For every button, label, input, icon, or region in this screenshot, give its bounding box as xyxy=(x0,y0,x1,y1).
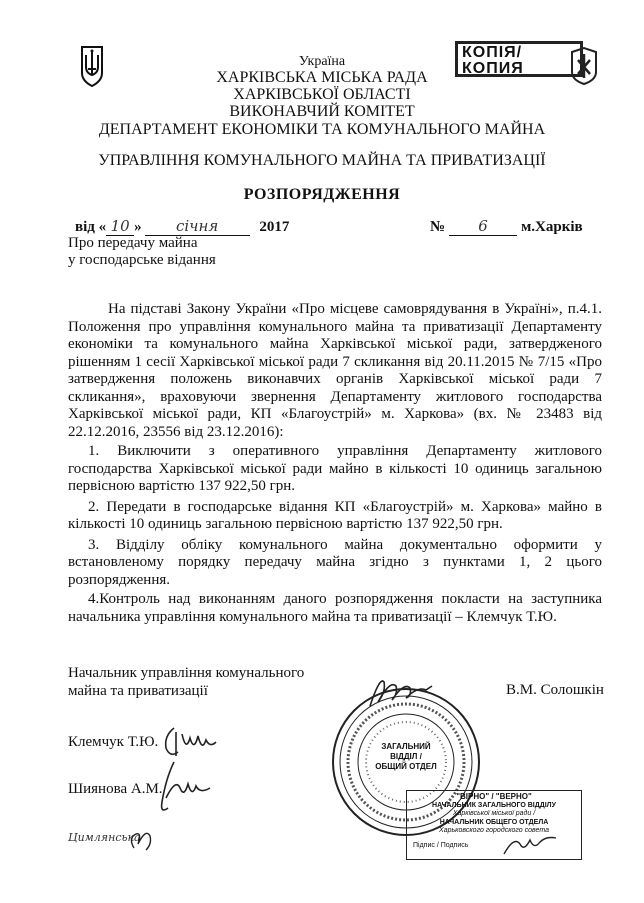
tsymlianska-signature-icon xyxy=(124,818,164,858)
date-mid: » xyxy=(134,219,142,235)
signature-title-line2: майна та приватизації xyxy=(68,683,208,699)
date-day: 10 xyxy=(106,217,134,236)
city: м.Харків xyxy=(521,219,583,235)
subject-block xyxy=(68,235,216,269)
shiyanova-signature-icon xyxy=(148,758,218,818)
verno-line6: Підпис / Подпись xyxy=(413,841,469,849)
body-item-2: 2. Передати в господарське відання КП «Благоустрій» м. Харкова» майно в кількості 10 одиниць загальною первісною вартістю 137 922,50 грн. xyxy=(68,498,602,532)
doc-number: 6 xyxy=(449,217,517,236)
body-item-4: 4.Контроль над виконанням даного розпорядження покласти на заступника начальника управління комунального майна та приватизації – Клемчук Т.Ю. xyxy=(68,591,602,625)
verno-line3: Харківської міської ради / xyxy=(452,810,536,817)
approval-klemchuk: Клемчук Т.Ю. xyxy=(68,734,159,750)
header-directorate: УПРАВЛІННЯ КОМУНАЛЬНОГО МАЙНА ТА ПРИВАТИЗАЦІЇ xyxy=(98,152,546,169)
date-year: 2017 xyxy=(259,219,290,235)
subject-line2: у господарське відання xyxy=(68,252,216,268)
body-item-3: 3. Відділу обліку комунального майна документально оформити у встановленому порядку передачу майна згідно з пунктами 1, 2 цього розпорядження. xyxy=(68,536,602,588)
approval-tsymlianska: Цимлянська xyxy=(68,831,141,844)
date-line xyxy=(75,217,289,236)
date-month: січня xyxy=(145,217,250,236)
signature-name: В.М. Солошкін xyxy=(506,682,604,698)
verno-line4: НАЧАЛЬНИК ОБЩЕГО ОТДЕЛА xyxy=(439,818,549,826)
verno-line1: "ВІРНО" / "ВЕРНО" xyxy=(456,792,532,801)
copy-stamp-line1: КОПІЯ/ xyxy=(462,44,523,61)
subject-line1: Про передачу майна xyxy=(68,235,198,251)
round-seal-center xyxy=(366,742,446,772)
header-country: Україна xyxy=(298,54,346,69)
copy-stamp-line2: КОПИЯ xyxy=(462,60,524,77)
klemchuk-signature-icon xyxy=(160,722,220,762)
body-item-1: 1. Виключити з оперативного управління Департаменту житлового господарства Харківської міської ради майно в кількості 10 одиниць загальною первісною вартістю 137 922,50 грн. xyxy=(68,443,602,494)
round-seal-line2: ВІДДІЛ / xyxy=(390,752,422,761)
number-line xyxy=(430,217,583,236)
header-council: ХАРКІВСЬКА МІСЬКА РАДА xyxy=(216,69,428,86)
header-block xyxy=(90,55,554,120)
document-body xyxy=(68,301,602,626)
approval-shiyanova: Шиянова А.М. xyxy=(68,781,163,797)
verno-line2: НАЧАЛЬНИК ЗАГАЛЬНОГО ВІДДІЛУ xyxy=(432,801,556,809)
round-seal-line3: ОБЩИЙ ОТДЕЛ xyxy=(375,762,437,771)
header-committee: ВИКОНАВЧИЙ КОМІТЕТ xyxy=(229,103,415,120)
date-prefix: від « xyxy=(75,219,107,235)
emblem-icon xyxy=(566,46,602,86)
number-prefix: № xyxy=(430,219,446,235)
header-region: ХАРКІВСЬКОЇ ОБЛАСТІ xyxy=(233,86,411,103)
signature-title-line1: Начальник управління комунального xyxy=(68,665,305,681)
verno-signature-icon xyxy=(500,830,560,860)
body-intro: На підставі Закону України «Про місцеве самоврядування в Україні», п.4.1. Положення про управління комунального майна та приватизації Департаменту економіки та комунального майна Харківської міської ради, затвердженого рішенням 1 сесії Харківської міської ради 7 скликання від 20.11.2015 № 7/15 «Про затвердження положень виконавчих органів Харківської міської ради 7 скликання», враховуючи звернення Департаменту житлового господарства Харківської міської ради, КП «Благоустрій» м. Харкова» (вх. № 23483 від 22.12.2016, 23556 від 23.12.2016): xyxy=(68,301,602,440)
header-department: ДЕПАРТАМЕНТ ЕКОНОМІКИ ТА КОМУНАЛЬНОГО МАЙНА xyxy=(98,121,546,138)
round-seal-line1: ЗАГАЛЬНИЙ xyxy=(381,742,431,751)
signature-title xyxy=(68,664,304,700)
verno-line5: Харьковского городского совета xyxy=(439,827,549,834)
doc-type-title: РОЗПОРЯДЖЕННЯ xyxy=(243,186,401,203)
